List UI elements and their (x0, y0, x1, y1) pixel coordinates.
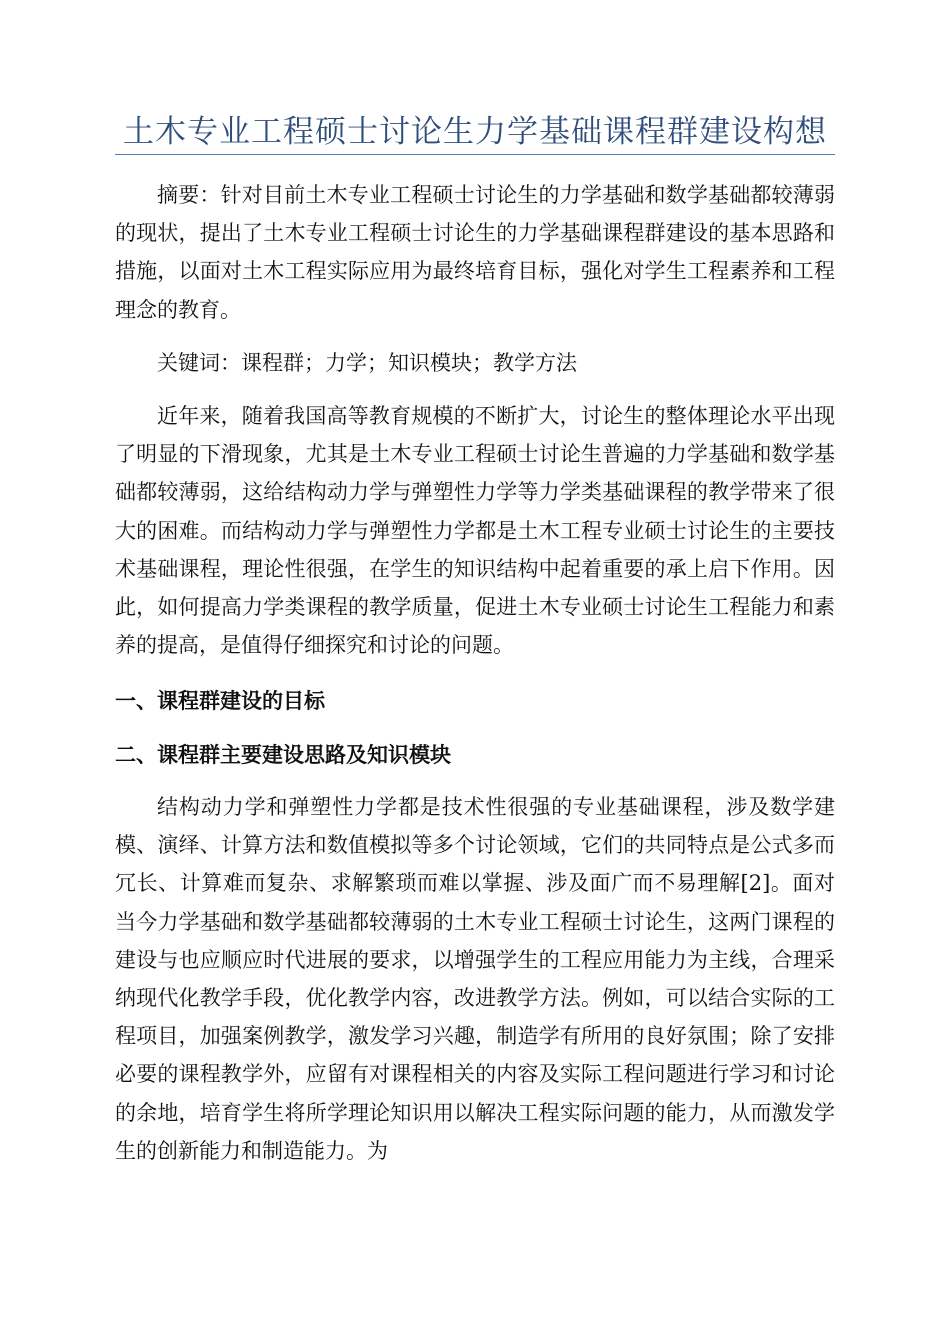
abstract-paragraph: 摘要：针对目前土木专业工程硕士讨论生的力学基础和数学基础都较薄弱的现状，提出了土木专业工程硕士讨论生的力学基础课程群建设的基本思路和措施，以面对土木工程实际应用为最终培育目标，强化对学生工程素养和工程理念的教育。 (115, 183, 835, 322)
section-heading-1: 一、课程群建设的目标 (115, 689, 325, 713)
document-title: 土木专业工程硕士讨论生力学基础课程群建设构想 (123, 114, 827, 150)
intro-paragraph: 近年来，随着我国高等教育规模的不断扩大，讨论生的整体理论水平出现了明显的下滑现象，尤其是土木专业工程硕士讨论生普遍的力学基础和数学基础都较薄弱，这给结构动力学与弹塑性力学等力学类基础课程的教学带来了很大的困难。而结构动力学与弹塑性力学都是土木工程专业硕士讨论生的主要技术基础课程，理论性很强，在学生的知识结构中起着重要的承上启下作用。因此，如何提高力学类课程的教学质量，促进土木专业硕士讨论生工程能力和素养的提高，是值得仔细探究和讨论的问题。 (115, 404, 835, 658)
section2-paragraph: 结构动力学和弹塑性力学都是技术性很强的专业基础课程，涉及数学建模、演绎、计算方法和数值模拟等多个讨论领域，它们的共同特点是公式多而冗长、计算难而复杂、求解繁琐而难以掌握、涉及面广而不易理解[2]。面对当今力学基础和数学基础都较薄弱的土木专业工程硕士讨论生，这两门课程的建设与也应顺应时代进展的要求，以增强学生的工程应用能力为主线，合理采纳现代化教学手段，优化教学内容，改进教学方法。例如，可以结合实际的工程项目，加强案例教学，激发学习兴趣，制造学有所用的良好氛围；除了安排必要的课程教学外，应留有对课程相关的内容及实际工程问题进行学习和讨论的余地，培育学生将所学理论知识用以解决工程实际问题的能力，从而激发学生的创新能力和制造能力。为 (115, 795, 835, 1163)
section-heading-2: 二、课程群主要建设思路及知识模块 (115, 743, 451, 767)
title-underline (115, 154, 835, 155)
keywords-paragraph: 关键词：课程群；力学；知识模块；教学方法 (157, 351, 577, 375)
